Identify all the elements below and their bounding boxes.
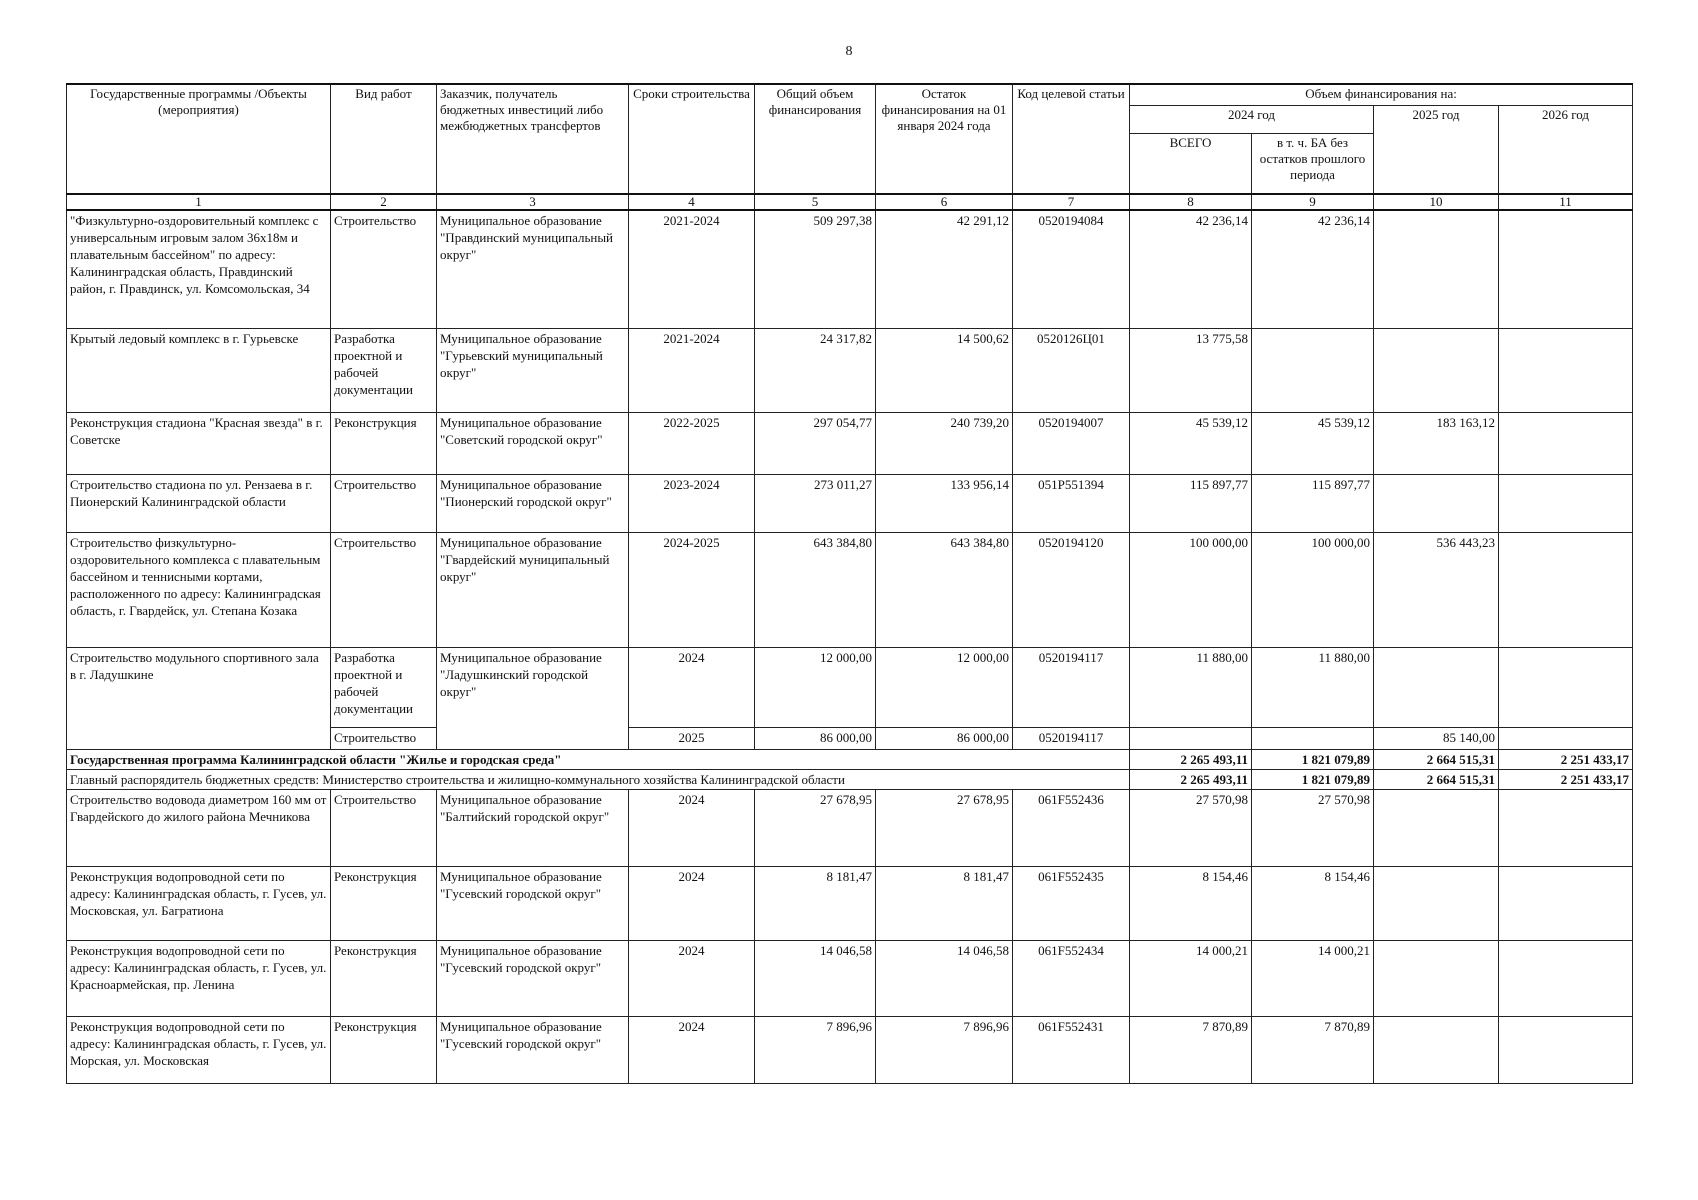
cell-2025 [1374, 1016, 1499, 1083]
cell-rest: 133 956,14 [876, 474, 1013, 532]
column-number: 7 [1013, 194, 1130, 210]
cell-2026 [1499, 328, 1633, 412]
cell-ba [1252, 328, 1374, 412]
cell-2024: 42 236,14 [1130, 210, 1252, 328]
cell-customer: Муниципальное образование "Балтийский городской округ" [437, 789, 629, 866]
cell-work: Строительство [331, 789, 437, 866]
cell-work: Реконструкция [331, 866, 437, 940]
column-numbers-row [67, 194, 1633, 210]
cell-object: "Физкультурно-оздоровительный комплекс с универсальным игровым залом 36х18м и плавательным бассейном" по адресу: Калининградская область, Правдинский район, г. Правдинск, ул. Комсомольская, 34 [67, 210, 331, 328]
cell-2025 [1374, 940, 1499, 1016]
cell-work: Строительство [331, 474, 437, 532]
cell-2024: 115 897,77 [1130, 474, 1252, 532]
cell-code: 0520194007 [1013, 412, 1130, 474]
cell-2026 [1499, 210, 1633, 328]
cell-work: Строительство [331, 532, 437, 647]
column-number: 2 [331, 194, 437, 210]
cell-ba: 14 000,21 [1252, 940, 1374, 1016]
header-code: Код целевой статьи [1013, 84, 1130, 194]
cell-object: Реконструкция стадиона "Красная звезда" в г. Советске [67, 412, 331, 474]
cell-term: 2025 [629, 727, 755, 749]
cell-code: 0520194084 [1013, 210, 1130, 328]
cell-rest: 12 000,00 [876, 647, 1013, 727]
header-incl-ba: в т. ч. БА без остатков прошлого периода [1252, 133, 1374, 194]
header-remaining: Остаток финансирования на 01 января 2024 года [876, 84, 1013, 194]
cell-rest: 8 181,47 [876, 866, 1013, 940]
cell-code: 061F552435 [1013, 866, 1130, 940]
cell-2026 [1499, 727, 1633, 749]
table-row [67, 940, 1633, 1016]
cell-ba: 11 880,00 [1252, 647, 1374, 727]
cell-object: Строительство водовода диаметром 160 мм от Гвардейского до жилого района Мечникова [67, 789, 331, 866]
cell-term: 2023-2024 [629, 474, 755, 532]
cell-2024 [1130, 727, 1252, 749]
column-number: 5 [755, 194, 876, 210]
manager-2026: 2 251 433,17 [1499, 769, 1633, 789]
cell-total: 643 384,80 [755, 532, 876, 647]
cell-2026 [1499, 474, 1633, 532]
cell-rest: 643 384,80 [876, 532, 1013, 647]
cell-term: 2024 [629, 940, 755, 1016]
manager-ba: 1 821 079,89 [1252, 769, 1374, 789]
cell-2024: 100 000,00 [1130, 532, 1252, 647]
program-2024: 2 265 493,11 [1130, 749, 1252, 769]
cell-work: Реконструкция [331, 412, 437, 474]
cell-2024: 7 870,89 [1130, 1016, 1252, 1083]
program-ba: 1 821 079,89 [1252, 749, 1374, 769]
cell-object: Строительство физкультурно-оздоровительного комплекса с плавательным бассейном и теннисными кортами, расположенного по адресу: Калининградская область, г. Гвардейск, ул. Степана Козака [67, 532, 331, 647]
cell-2026 [1499, 866, 1633, 940]
manager-row [67, 769, 1633, 789]
cell-2024: 8 154,46 [1130, 866, 1252, 940]
manager-label: Главный распорядитель бюджетных средств: Министерство строительства и жилищно-коммунального хозяйства Калининградской области [67, 769, 1130, 789]
cell-total: 24 317,82 [755, 328, 876, 412]
cell-2024: 14 000,21 [1130, 940, 1252, 1016]
cell-code: 061F552436 [1013, 789, 1130, 866]
cell-customer: Муниципальное образование "Ладушкинский городской округ" [437, 647, 629, 749]
cell-2025 [1374, 789, 1499, 866]
header-2025: 2025 год [1374, 105, 1499, 194]
cell-ba: 100 000,00 [1252, 532, 1374, 647]
cell-rest: 14 046,58 [876, 940, 1013, 1016]
cell-object: Строительство стадиона по ул. Рензаева в г. Пионерский Калининградской области [67, 474, 331, 532]
column-number: 10 [1374, 194, 1499, 210]
header-funding: Объем финансирования на: [1130, 84, 1633, 105]
cell-customer: Муниципальное образование "Гусевский городской округ" [437, 940, 629, 1016]
table-row [67, 412, 1633, 474]
cell-rest: 7 896,96 [876, 1016, 1013, 1083]
table-header [67, 84, 1633, 210]
cell-work: Реконструкция [331, 940, 437, 1016]
cell-total: 14 046,58 [755, 940, 876, 1016]
cell-customer: Муниципальное образование "Правдинский муниципальный округ" [437, 210, 629, 328]
cell-term: 2024-2025 [629, 532, 755, 647]
financing-table [66, 83, 1633, 1084]
cell-total: 273 011,27 [755, 474, 876, 532]
cell-customer: Муниципальное образование "Пионерский городской округ" [437, 474, 629, 532]
cell-2026 [1499, 412, 1633, 474]
program-2026: 2 251 433,17 [1499, 749, 1633, 769]
cell-2024: 11 880,00 [1130, 647, 1252, 727]
header-2024: 2024 год [1130, 105, 1374, 133]
cell-work: Разработка проектной и рабочей документации [331, 328, 437, 412]
cell-term: 2024 [629, 789, 755, 866]
column-number: 9 [1252, 194, 1374, 210]
column-number: 1 [67, 194, 331, 210]
cell-term: 2021-2024 [629, 210, 755, 328]
table-row [67, 532, 1633, 647]
cell-2026 [1499, 647, 1633, 727]
cell-rest: 86 000,00 [876, 727, 1013, 749]
cell-work: Разработка проектной и рабочей документации [331, 647, 437, 727]
cell-term: 2024 [629, 1016, 755, 1083]
table-body [67, 210, 1633, 1083]
header-objects: Государственные программы /Объекты (мероприятия) [67, 84, 331, 194]
cell-ba: 8 154,46 [1252, 866, 1374, 940]
cell-2025 [1374, 647, 1499, 727]
cell-code: 061F552434 [1013, 940, 1130, 1016]
cell-2025 [1374, 328, 1499, 412]
cell-rest: 240 739,20 [876, 412, 1013, 474]
cell-code: 061F552431 [1013, 1016, 1130, 1083]
cell-2026 [1499, 532, 1633, 647]
cell-total: 8 181,47 [755, 866, 876, 940]
cell-2026 [1499, 1016, 1633, 1083]
cell-object: Реконструкция водопроводной сети по адресу: Калининградская область, г. Гусев, ул. Морская, ул. Московская [67, 1016, 331, 1083]
table-row [67, 210, 1633, 328]
cell-2025 [1374, 210, 1499, 328]
table-row [67, 789, 1633, 866]
cell-ba: 27 570,98 [1252, 789, 1374, 866]
cell-rest: 14 500,62 [876, 328, 1013, 412]
column-number: 11 [1499, 194, 1633, 210]
program-label: Государственная программа Калининградской области "Жилье и городская среда" [67, 749, 1130, 769]
cell-2024: 27 570,98 [1130, 789, 1252, 866]
cell-2024: 45 539,12 [1130, 412, 1252, 474]
program-2025: 2 664 515,31 [1374, 749, 1499, 769]
cell-object: Реконструкция водопроводной сети по адресу: Калининградская область, г. Гусев, ул. Московская, ул. Багратиона [67, 866, 331, 940]
program-row [67, 749, 1633, 769]
cell-total: 27 678,95 [755, 789, 876, 866]
cell-2026 [1499, 940, 1633, 1016]
cell-total: 12 000,00 [755, 647, 876, 727]
cell-2025: 536 443,23 [1374, 532, 1499, 647]
cell-term: 2021-2024 [629, 328, 755, 412]
cell-ba: 45 539,12 [1252, 412, 1374, 474]
cell-work: Строительство [331, 210, 437, 328]
cell-ba: 115 897,77 [1252, 474, 1374, 532]
column-number: 3 [437, 194, 629, 210]
cell-object: Строительство модульного спортивного зала в г. Ладушкине [67, 647, 331, 749]
cell-total: 297 054,77 [755, 412, 876, 474]
header-work-type: Вид работ [331, 84, 437, 194]
cell-code: 0520194117 [1013, 727, 1130, 749]
column-number: 4 [629, 194, 755, 210]
cell-total: 509 297,38 [755, 210, 876, 328]
column-number: 6 [876, 194, 1013, 210]
cell-customer: Муниципальное образование "Гурьевский муниципальный округ" [437, 328, 629, 412]
cell-term: 2024 [629, 647, 755, 727]
cell-object: Крытый ледовый комплекс в г. Гурьевске [67, 328, 331, 412]
cell-rest: 42 291,12 [876, 210, 1013, 328]
cell-2024: 13 775,58 [1130, 328, 1252, 412]
cell-object: Реконструкция водопроводной сети по адресу: Калининградская область, г. Гусев, ул. Красноармейская, пр. Ленина [67, 940, 331, 1016]
cell-customer: Муниципальное образование "Гусевский городской округ" [437, 866, 629, 940]
cell-term: 2022-2025 [629, 412, 755, 474]
cell-code: 0520194120 [1013, 532, 1130, 647]
header-2026: 2026 год [1499, 105, 1633, 194]
manager-2024: 2 265 493,11 [1130, 769, 1252, 789]
header-customer: Заказчик, получатель бюджетных инвестиций либо межбюджетных трансфертов [437, 84, 629, 194]
column-number: 8 [1130, 194, 1252, 210]
table-row [67, 647, 1633, 727]
cell-2025 [1374, 866, 1499, 940]
table-row [67, 866, 1633, 940]
cell-ba: 42 236,14 [1252, 210, 1374, 328]
page-number: 8 [845, 44, 853, 59]
cell-total: 7 896,96 [755, 1016, 876, 1083]
cell-customer: Муниципальное образование "Гусевский городской округ" [437, 1016, 629, 1083]
manager-2025: 2 664 515,31 [1374, 769, 1499, 789]
cell-2025: 85 140,00 [1374, 727, 1499, 749]
cell-work: Строительство [331, 727, 437, 749]
cell-code: 0520194117 [1013, 647, 1130, 727]
cell-2025: 183 163,12 [1374, 412, 1499, 474]
cell-code: 051P551394 [1013, 474, 1130, 532]
header-terms: Сроки строительства [629, 84, 755, 194]
cell-rest: 27 678,95 [876, 789, 1013, 866]
cell-customer: Муниципальное образование "Гвардейский муниципальный округ" [437, 532, 629, 647]
cell-customer: Муниципальное образование "Советский городской округ" [437, 412, 629, 474]
table-row [67, 328, 1633, 412]
cell-ba [1252, 727, 1374, 749]
cell-code: 0520126Ц01 [1013, 328, 1130, 412]
cell-2025 [1374, 474, 1499, 532]
header-total: ВСЕГО [1130, 133, 1252, 194]
table-row [67, 474, 1633, 532]
cell-work: Реконструкция [331, 1016, 437, 1083]
header-total-financing: Общий объем финансирования [755, 84, 876, 194]
cell-total: 86 000,00 [755, 727, 876, 749]
cell-term: 2024 [629, 866, 755, 940]
cell-2026 [1499, 789, 1633, 866]
table-row [67, 1016, 1633, 1083]
cell-ba: 7 870,89 [1252, 1016, 1374, 1083]
